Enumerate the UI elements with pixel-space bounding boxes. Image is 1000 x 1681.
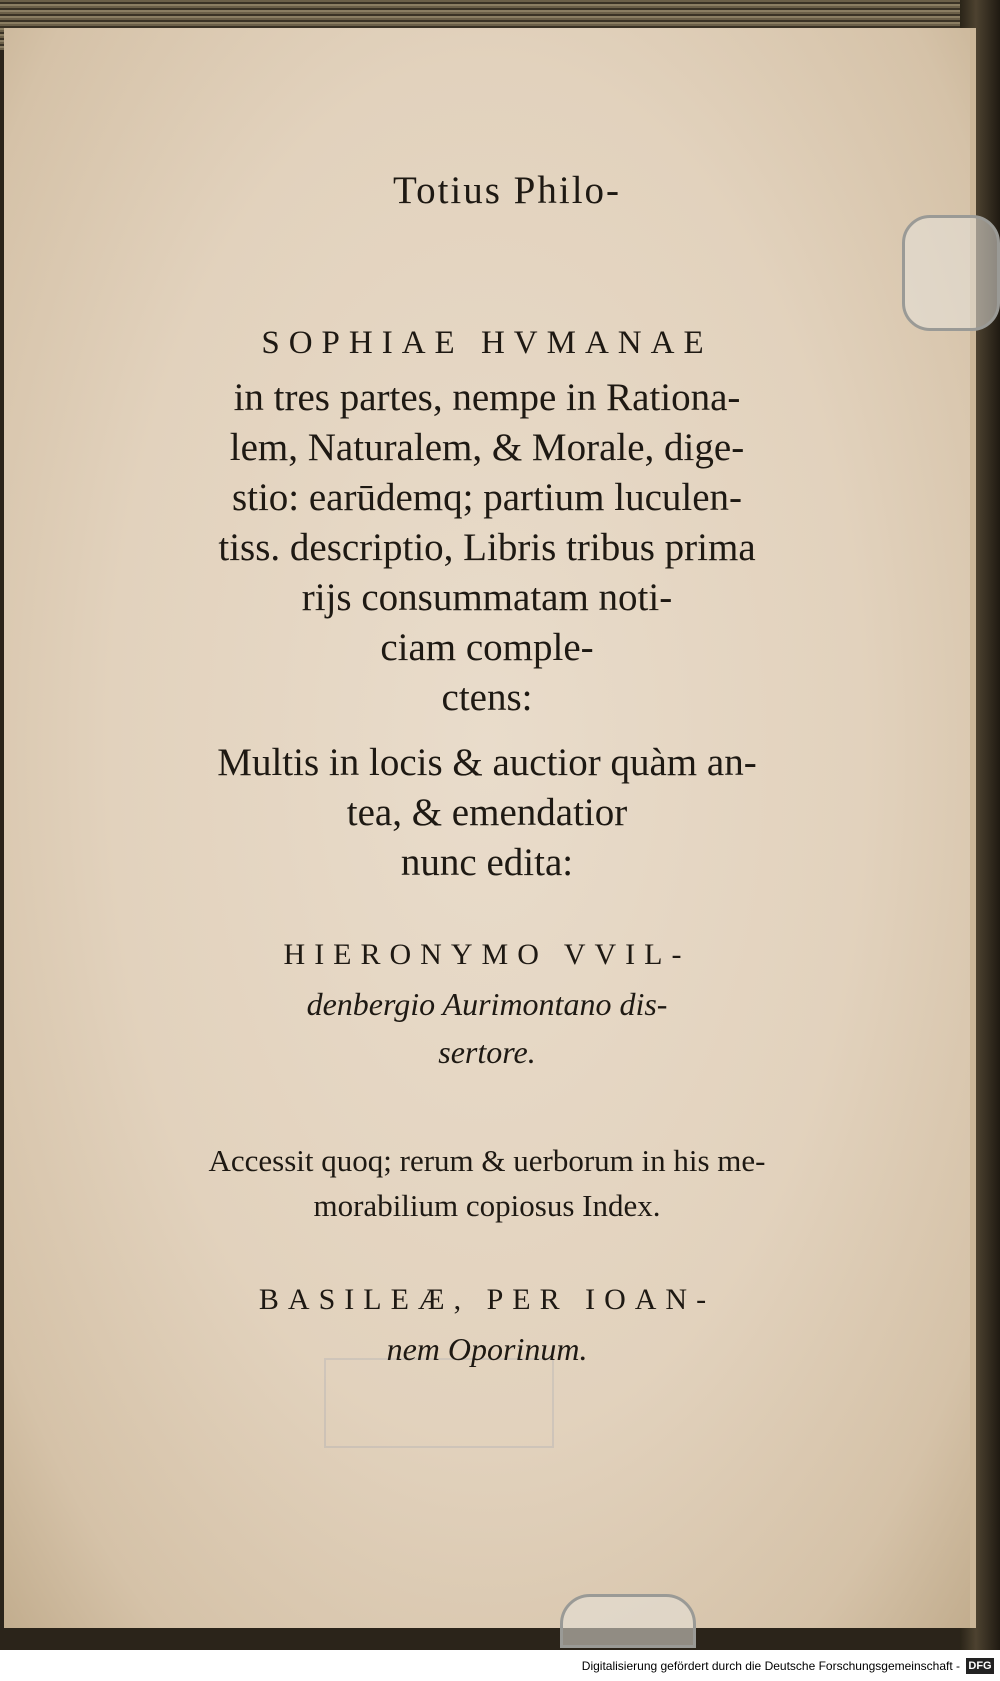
footer-credit: Digitalisierung gefördert durch die Deutsche Forschungsgemeinschaft - bbox=[581, 1659, 960, 1673]
index-line-1: Accessit quoq; rerum & uerborum in his me- bbox=[208, 1143, 766, 1178]
subtitle-line-6: rijs consummatam noti- bbox=[301, 576, 673, 619]
bottom-clip bbox=[560, 1594, 696, 1648]
footer-bar bbox=[0, 1650, 1000, 1681]
author-line-1: HIERONYMO VVIL- bbox=[283, 938, 691, 971]
faded-stamp bbox=[324, 1358, 554, 1448]
subtitle-line-1: SOPHIAE HVMANAE bbox=[261, 325, 713, 361]
imprint-line-2: nem Oporinum. bbox=[386, 1331, 588, 1367]
author-line-3: sertore. bbox=[438, 1034, 536, 1070]
imprint-line-1: BASILEÆ, PER IOAN- bbox=[258, 1283, 716, 1316]
dfg-logo: DFG bbox=[966, 1658, 994, 1674]
book-title: Totius Philo- bbox=[392, 169, 622, 212]
index-line-2: morabilium copiosus Index. bbox=[313, 1188, 661, 1223]
edition-line-3: nunc edita: bbox=[400, 841, 574, 884]
edition-line-2: tea, & emendatior bbox=[346, 791, 628, 834]
edition-line-1: Multis in locis & auctior quàm an- bbox=[217, 741, 757, 784]
subtitle-line-8: ctens: bbox=[441, 676, 533, 719]
subtitle-line-4: stio: earūdemq; partium luculen- bbox=[231, 476, 743, 519]
author-line-2: denbergio Aurimontano dis- bbox=[306, 986, 668, 1022]
right-clip bbox=[902, 215, 1000, 331]
subtitle-line-3: lem, Naturalem, & Morale, dige- bbox=[229, 426, 745, 469]
title-page bbox=[4, 28, 976, 1628]
subtitle-line-7: ciam comple- bbox=[380, 626, 594, 669]
subtitle-line-5: tiss. descriptio, Libris tribus prima bbox=[218, 526, 756, 569]
subtitle-line-2: in tres partes, nempe in Rationa- bbox=[233, 376, 741, 419]
